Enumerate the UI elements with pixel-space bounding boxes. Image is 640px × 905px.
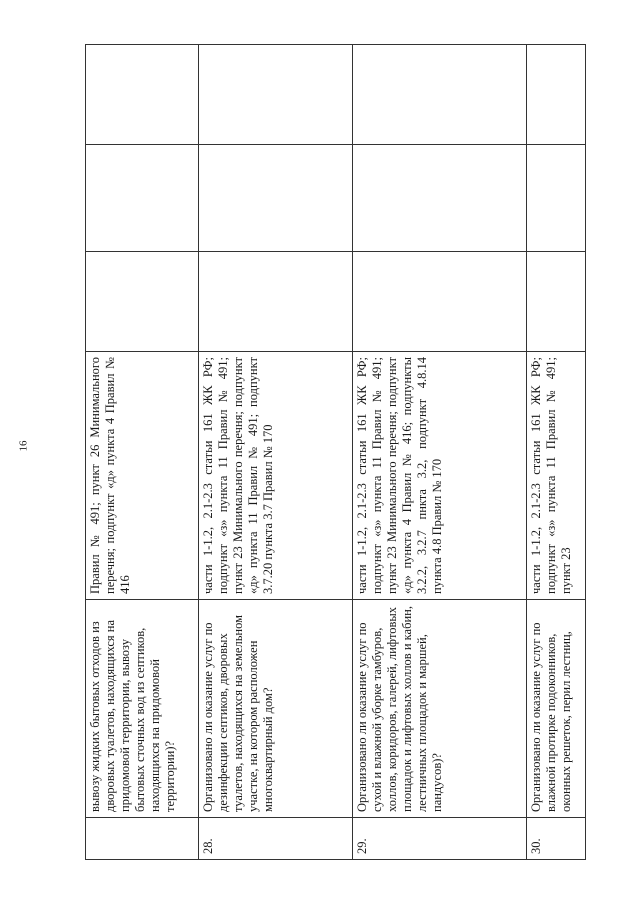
reference-cell: части 1-1.2, 2.1-2.3 статьи 161 ЖК РФ; подпункт «з» пункта 11 Правил № 491; пункт 23 xyxy=(527,352,586,600)
question-cell: Организовано ли оказание услуг по сухой и влажной уборке тамбуров, холлов, коридоров, галерей, лифтовых площадок и лифтовых холлов и кабин, лестничных площадок и маршей, пандусов)? xyxy=(353,600,527,818)
answer-cell-2 xyxy=(353,145,527,252)
answer-cell-2 xyxy=(86,145,199,252)
answer-cell-3 xyxy=(353,45,527,145)
rotated-table-container xyxy=(85,45,573,860)
row-number xyxy=(86,818,199,860)
answer-cell-2 xyxy=(199,145,353,252)
table-row xyxy=(199,45,353,860)
answer-cell-1 xyxy=(199,252,353,352)
page-number: 16 xyxy=(17,440,30,452)
table-row xyxy=(353,45,527,860)
answer-cell-1 xyxy=(86,252,199,352)
answer-cell-1 xyxy=(353,252,527,352)
requirements-table xyxy=(85,44,586,860)
reference-cell: Правил № 491; пункт 26 Минимального перечня; подпункт «д» пункта 4 Правил № 416 xyxy=(86,352,199,600)
reference-cell: части 1-1.2, 2.1-2.3 статьи 161 ЖК РФ; подпункт «з» пункта 11 Правил № 491; пункт 23 Минимального перечня; подпункт «д» пункта 4 Правил № 416; подпункты 3.2.2, 3.2.7 пнкта 3.2, подпункт 4.8.14 пункта 4.8 Правил № 170 xyxy=(353,352,527,600)
answer-cell-3 xyxy=(199,45,353,145)
question-cell: вывозу жидких бытовых отходов из дворовых туалетов, находящихся на придомовой территории, вывозу бытовых сточных вод из септиков, находящихся на придомовой территории)? xyxy=(86,600,199,818)
row-number: 28. xyxy=(199,818,353,860)
question-cell: Организовано ли оказание услуг по влажной протирке подоконников, оконных решеток, перил лестниц, xyxy=(527,600,586,818)
answer-cell-3 xyxy=(527,45,586,145)
table-row xyxy=(86,45,199,860)
answer-cell-2 xyxy=(527,145,586,252)
row-number: 30. xyxy=(527,818,586,860)
answer-cell-3 xyxy=(86,45,199,145)
reference-cell: части 1-1.2, 2.1-2.3 статьи 161 ЖК РФ; подпункт «з» пункта 11 Правил № 491; пункт 23 Минимального перечня; подпункт «д» пункта 11 Правил № 491; подпункт 3.7.20 пункта 3.7 Правил № 170 xyxy=(199,352,353,600)
row-number: 29. xyxy=(353,818,527,860)
question-cell: Организовано ли оказание услуг по дезинфекции септиков, дворовых туалетов, находящихся на земельном участке, на котором расположен многоквартирный дом? xyxy=(199,600,353,818)
answer-cell-1 xyxy=(527,252,586,352)
table-row xyxy=(527,45,586,860)
